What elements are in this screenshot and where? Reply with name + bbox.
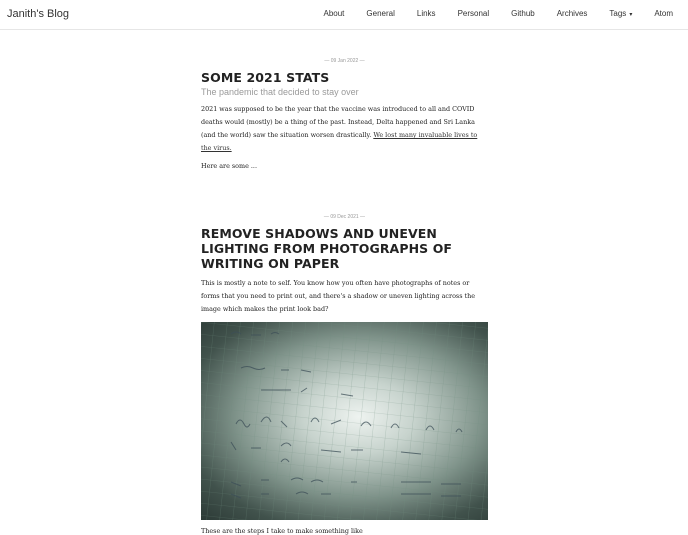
- post-preview: [201, 214, 488, 535]
- post-paragraph: [201, 103, 488, 155]
- post-date: — 09 Dec 2021 —: [201, 214, 488, 220]
- nav-general[interactable]: General: [366, 9, 395, 18]
- post-title-link[interactable]: REMOVE SHADOWS AND UNEVEN LIGHTING FROM PHOTOGRAPHS OF WRITING ON PAPER: [201, 226, 453, 271]
- post-date: — 09 Jan 2022 —: [201, 58, 488, 64]
- nav-tags-label: Tags: [609, 9, 627, 18]
- nav-about[interactable]: About: [323, 9, 345, 18]
- post-read-more: Here are some ...: [201, 162, 257, 170]
- post-subtitle: The pandemic that decided to stay over: [201, 87, 359, 97]
- navbar: [0, 0, 688, 30]
- post-title-link[interactable]: SOME 2021 STATS: [201, 70, 330, 85]
- nav-archives[interactable]: Archives: [556, 9, 588, 18]
- site-brand[interactable]: Janith's Blog: [7, 8, 70, 20]
- nav-github[interactable]: Github: [511, 9, 535, 18]
- grid-paper-illustration: [201, 322, 488, 520]
- nav-tags-dropdown[interactable]: [609, 9, 632, 18]
- post-body-text: 2021 was supposed to be the year that the vaccine was introduced to all and COVID deaths would (mostly) be a thing of the past. Instead, Delta happened and Sri Lanka (and the world) saw the situation worsen drastically.: [201, 105, 475, 139]
- post-body-link[interactable]: We lost many invaluable lives to the virus.: [201, 131, 478, 152]
- paper-photo-image: [201, 322, 488, 520]
- post-paragraph: These are the steps I take to make something like: [201, 527, 363, 535]
- caret-down-icon: ▾: [629, 12, 633, 18]
- post-excerpt: [201, 277, 488, 316]
- nav-links: [302, 9, 674, 18]
- nav-atom[interactable]: Atom: [654, 9, 673, 18]
- nav-personal[interactable]: Personal: [457, 9, 490, 18]
- nav-links-item[interactable]: Links: [416, 9, 436, 18]
- post-excerpt: [201, 103, 488, 173]
- post-preview: [201, 58, 488, 178]
- post-paragraph: This is mostly a note to self. You know how you often have photographs of notes or forms that you need to print out, and there's a shadow or uneven lighting across the image which makes the print look bad?: [201, 279, 475, 313]
